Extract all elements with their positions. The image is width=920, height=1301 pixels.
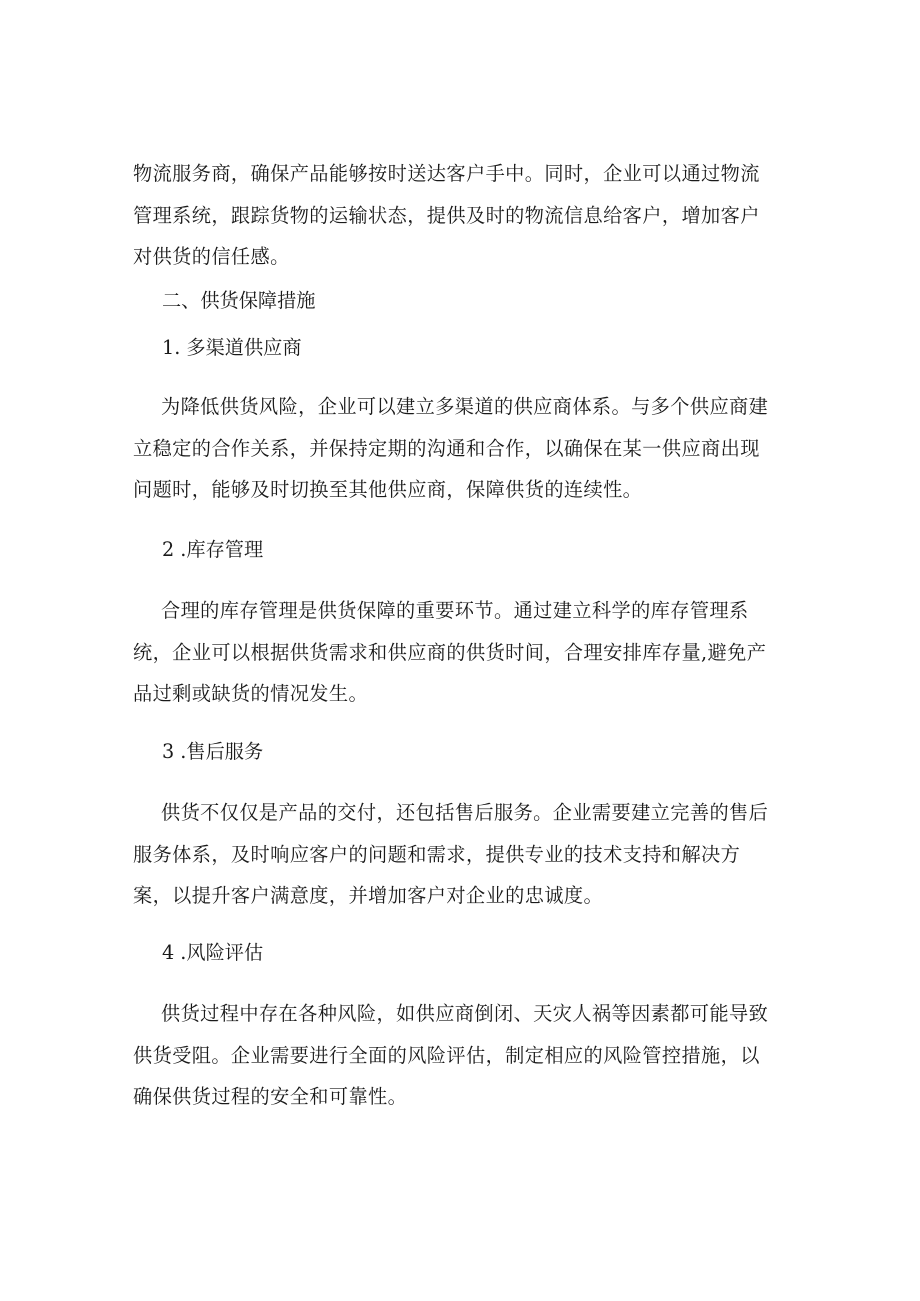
text-line: 管理系统，跟踪货物的运输状态，提供及时的物流信息给客户，增加客户	[133, 203, 760, 227]
text-line: 确保供货过程的安全和可靠性。	[133, 1085, 408, 1108]
paragraph-after-sales-service	[133, 792, 793, 917]
text-line: 供货过程中存在各种风险，如供应商倒闭、天灾人祸等因素都可能导致	[161, 1002, 769, 1025]
text-line: 供货不仅仅是产品的交付，还包括售后服务。企业需要建立完善的售后	[161, 801, 769, 824]
section-heading: 二、供货保障措施	[162, 289, 316, 312]
text-line: 案，以提升客户满意度，并增加客户对企业的忠诚度。	[133, 884, 604, 907]
text-line: 合理的库存管理是供货保障的重要环节。通过建立科学的库存管理系	[161, 599, 749, 622]
text-line: 立稳定的合作关系，并保持定期的沟通和合作，以确保在某一供应商出现	[133, 436, 760, 460]
subheading-risk-assessment: 4 .风险评估	[162, 941, 264, 964]
text-line: 供货受阻。企业需要进行全面的风险评估，制定相应的风险管控措施，以	[133, 1043, 760, 1067]
text-line: 统，企业可以根据供货需求和供应商的供货时间，合理安排库存量,避免产	[133, 640, 767, 664]
paragraph-inventory-management	[133, 590, 793, 715]
subheading-after-sales-service: 3 .售后服务	[162, 740, 264, 763]
subheading-inventory-management: 2 .库存管理	[162, 538, 264, 561]
paragraph-risk-assessment	[133, 993, 793, 1118]
subheading-multi-channel-suppliers: 1. 多渠道供应商	[162, 336, 302, 359]
paragraph-logistics-continuation	[133, 153, 793, 278]
paragraph-multi-channel-suppliers	[133, 386, 793, 511]
text-line: 对供货的信任感。	[133, 245, 290, 268]
text-line: 为降低供货风险，企业可以建立多渠道的供应商体系。与多个供应商建	[161, 395, 769, 418]
text-line: 服务体系，及时响应客户的问题和需求，提供专业的技术支持和解决方	[133, 842, 741, 866]
text-line: 品过剩或缺货的情况发生。	[133, 682, 369, 705]
text-line: 物流服务商，确保产品能够按时送达客户手中。同时，企业可以通过物流	[133, 162, 760, 185]
text-line: 问题时，能够及时切换至其他供应商，保障供货的连续性。	[133, 478, 643, 501]
